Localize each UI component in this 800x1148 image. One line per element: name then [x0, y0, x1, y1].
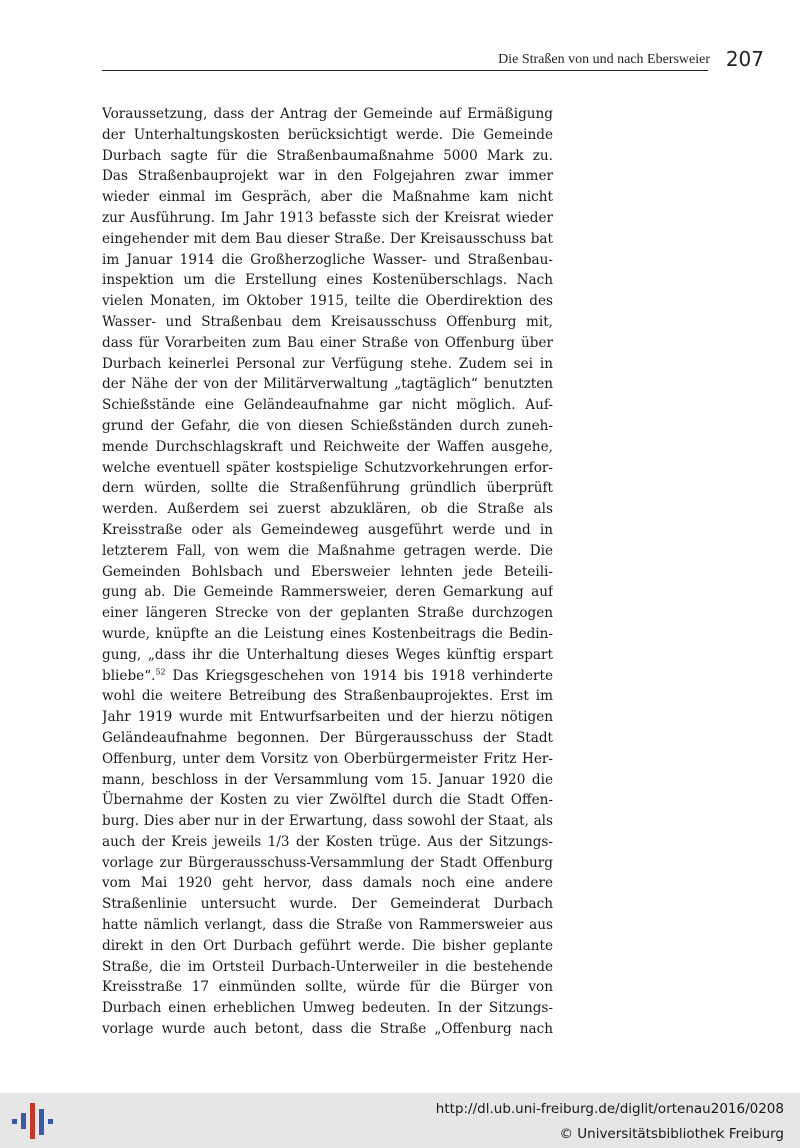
text-line: vorlage wurde auch betont, dass die Straße „Offenburg nach [102, 1021, 553, 1038]
text-line: wurde, knüpfte an die Leistung eines Kostenbeitrags die Bedin- [102, 625, 553, 642]
text-line: Jahr 1919 wurde mit Entwurfsarbeiten und der hierzu nötigen [102, 709, 553, 726]
text-line: Wasser- und Straßenbau dem Kreisausschuss Offenburg mit, [102, 313, 553, 330]
text-line: vom Mai 1920 geht hervor, dass damals noch eine andere [102, 875, 553, 892]
text-line: Übernahme der Kosten zu vier Zwölftel durch die Stadt Offen- [102, 792, 553, 809]
text-line: wohl die weitere Betreibung des Straßenbauprojektes. Erst im [102, 688, 553, 705]
text-line: der Unterhaltungskosten berücksichtigt werde. Die Gemeinde [102, 126, 553, 143]
text-line: Gemeinden Bohlsbach und Ebersweier lehnten jede Beteili- [102, 563, 553, 580]
text-line: hatte nämlich verlangt, dass die Straße von Rammersweier aus [102, 917, 553, 934]
text-line: inspektion um die Erstellung eines Kostenüberschlags. Nach [102, 272, 553, 289]
text-line: Kreisstraße oder als Gemeindeweg ausgeführt werde und in [102, 521, 553, 538]
text-line: Offenburg, unter dem Vorsitz von Oberbürgermeister Fritz Her- [102, 750, 553, 767]
text-line-end: Das Kriegsgeschehen von 1914 bis 1918 verhinderte [165, 667, 553, 684]
header-rule [102, 70, 708, 71]
text-line: Kreisstraße 17 einmünden sollte, würde für die Bürger von [102, 979, 553, 996]
text-line: burg. Dies aber nur in der Erwartung, dass sowohl der Staat, als [102, 813, 553, 830]
text-line: Durbach sagte für die Straßenbaumaßnahme 5000 Mark zu. [102, 147, 553, 164]
text-line: Schießstände eine Geländeaufnahme gar nicht möglich. Auf- [102, 397, 553, 414]
text-line: vorlage zur Bürgerausschuss-Versammlung der Stadt Offenburg [102, 854, 553, 871]
text-line: Durbach einen erheblichen Umweg bedeuten. In der Sitzungs- [102, 1000, 553, 1017]
text-line: gung, „dass ihr die Unterhaltung dieses Weges künftig erspart [102, 646, 553, 663]
text-line: gung ab. Die Gemeinde Rammersweier, deren Gemarkung auf [102, 584, 553, 601]
text-line: wieder einmal im Gespräch, aber die Maßnahme kam nicht [102, 189, 553, 206]
text-line: Voraussetzung, dass der Antrag der Gemeinde auf Ermäßigung [102, 106, 553, 122]
text-line: Straße, die im Ortsteil Durbach-Unterweiler in die bestehende [102, 958, 553, 975]
text-line-with-footnote [102, 666, 553, 687]
text-line: grund der Gefahr, die von diesen Schießständen durch zuneh- [102, 417, 553, 434]
text-line: dass für Vorarbeiten zum Bau einer Straße von Offenburg über [102, 334, 553, 351]
text-line: vielen Monaten, im Oktober 1915, teilte die Oberdirektion des [102, 293, 553, 310]
text-line: zur Ausführung. Im Jahr 1913 befasste sich der Kreisrat wieder [102, 209, 553, 226]
text-line: im Januar 1914 die Großherzogliche Wasser- und Straßenbau- [102, 251, 553, 268]
running-header [102, 47, 770, 72]
text-line: Das Straßenbauprojekt war in den Folgejahren zwar immer [102, 168, 553, 185]
running-header-title: Die Straßen von und nach Ebersweier [498, 52, 710, 67]
text-line: werden. Außerdem sei zuerst abzuklären, ob die Straße als [102, 501, 553, 518]
text-line-start: bliebe“. [102, 667, 156, 684]
text-line: auch der Kreis jeweils 1/3 der Kosten trüge. Aus der Sitzungs- [102, 833, 553, 850]
text-line: Durbach keinerlei Personal zur Verfügung stehe. Zudem sei in [102, 355, 553, 372]
ub-freiburg-logo-icon[interactable] [10, 1099, 58, 1143]
text-line: Straßenlinie untersucht wurde. Der Gemeinderat Durbach [102, 896, 553, 913]
text-line: dern würden, sollte die Straßenführung gründlich überprüft [102, 480, 553, 497]
text-line: welche eventuell später kostspielige Schutzvorkehrungen erfor- [102, 459, 553, 476]
text-line: mende Durchschlagskraft und Reichweite der Waffen ausgehe, [102, 438, 553, 455]
text-line: direkt in den Ort Durbach geführt werde. Die bisher geplante [102, 937, 553, 954]
copyright-text: © Universitätsbibliothek Freiburg [559, 1126, 784, 1142]
text-line: Geländeaufnahme begonnen. Der Bürgerausschuss der Stadt [102, 729, 553, 746]
text-line: der Nähe der von der Militärverwaltung „tagtäglich“ benutzten [102, 376, 553, 393]
text-line: mann, beschloss in der Versammlung vom 15. Januar 1920 die [102, 771, 553, 788]
page-number: 207 [725, 47, 764, 71]
footnote-marker[interactable]: 52 [155, 666, 166, 676]
body-text [102, 104, 553, 1040]
text-line: eingehender mit dem Bau dieser Straße. Der Kreisausschuss bat [102, 230, 553, 247]
footer-bar [0, 1093, 800, 1148]
source-url-link[interactable]: http://dl.ub.uni-freiburg.de/diglit/ortenau2016/0208 [435, 1101, 784, 1117]
text-line: einer längeren Strecke von der geplanten Straße durchzogen [102, 605, 553, 622]
text-line: letzterem Fall, von wem die Maßnahme getragen werde. Die [102, 542, 553, 559]
